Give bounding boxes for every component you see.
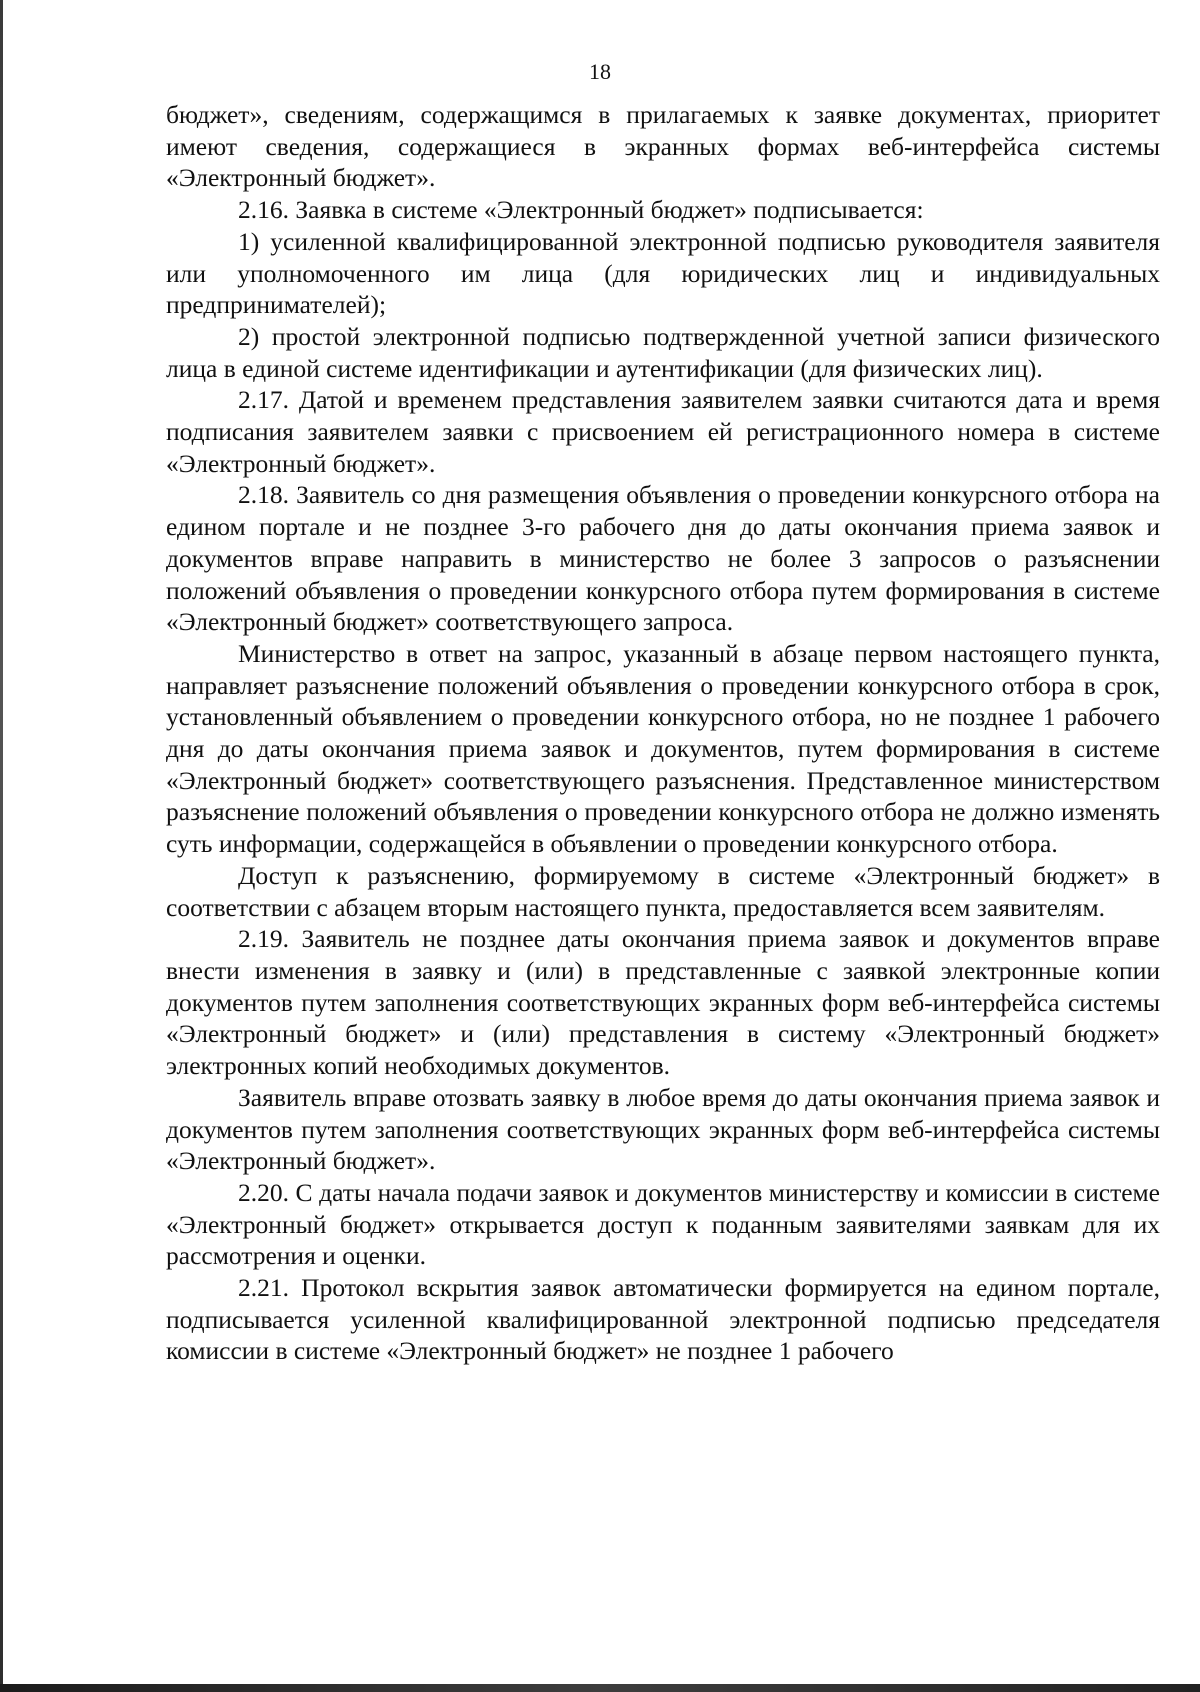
paragraph-2-20: 2.20. С даты начала подачи заявок и документов министерству и комиссии в системе «Электронный бюджет» открывается доступ к поданным заявителями заявкам для их рассмотрения и оценки.: [166, 1177, 1160, 1271]
paragraph-2-16: 2.16. Заявка в системе «Электронный бюджет» подписывается:: [238, 195, 924, 225]
paragraph-2-16-item-1: 1) усиленной квалифицированной электронной подписью руководителя заявителя или уполномоченного им лица (для юридических лиц и индивидуальных предпринимателей);: [166, 226, 1160, 320]
paragraph-2-18-ministry-reply: Министерство в ответ на запрос, указанный в абзаце первом настоящего пункта, направляет разъяснение положений объявления о проведении конкурсного отбора в срок, установленный объявлением о проведении конкурсного отбора, но не позднее 1 рабочего дня до даты окончания приема заявок и документов, путем формирования в системе «Электронный бюджет» соответствующего разъяснения. Представленное министерством разъяснение положений объявления о проведении конкурсного отбора не должно изменять суть информации, содержащейся в объявлении о проведении конкурсного отбора.: [166, 638, 1160, 859]
paragraph-2-16-item-2: 2) простой электронной подписью подтвержденной учетной записи физического лица в единой системе идентификации и аутентификации (для физических лиц).: [166, 321, 1160, 383]
paragraph-2-18-access: Доступ к разъяснению, формируемому в системе «Электронный бюджет» в соответствии с абзацем вторым настоящего пункта, предоставляется всем заявителям.: [166, 860, 1160, 922]
scan-edge-left: [0, 0, 3, 1692]
page-number: 18: [589, 59, 611, 84]
paragraph-2-19-withdraw: Заявитель вправе отозвать заявку в любое время до даты окончания приема заявок и документов путем заполнения соответствующих экранных форм веб-интерфейса системы «Электронный бюджет».: [166, 1082, 1160, 1176]
paragraph-2-18: 2.18. Заявитель со дня размещения объявления о проведении конкурсного отбора на едином портале и не позднее 3-го рабочего дня до даты окончания приема заявок и документов вправе направить в министерство не более 3 запросов о разъяснении положений объявления о проведении конкурсного отбора путем формирования в системе «Электронный бюджет» соответствующего запроса.: [166, 480, 1160, 637]
paragraph-2-21: 2.21. Протокол вскрытия заявок автоматически формируется на едином портале, подписывается усиленной квалифицированной электронной подписью председателя комиссии в системе «Электронный бюджет» не позднее 1 рабочего: [166, 1273, 1160, 1366]
document-body: [166, 99, 1160, 1367]
paragraph-continuation: бюджет», сведениям, содержащимся в прилагаемых к заявке документах, приоритет имеют сведения, содержащиеся в экранных формах веб-интерфейса системы «Электронный бюджет».: [166, 100, 1160, 193]
scan-edge-bottom: [0, 1684, 1200, 1692]
paragraph-2-17: 2.17. Датой и временем представления заявителем заявки считаются дата и время подписания заявителем заявки с присвоением ей регистрационного номера в системе «Электронный бюджет».: [166, 385, 1160, 478]
paragraph-2-19: 2.19. Заявитель не позднее даты окончания приема заявок и документов вправе внести изменения в заявку и (или) в представленные с заявкой электронные копии документов путем заполнения соответствующих экранных форм веб-интерфейса системы «Электронный бюджет» и (или) представления в систему «Электронный бюджет» электронных копий необходимых документов.: [166, 924, 1160, 1081]
